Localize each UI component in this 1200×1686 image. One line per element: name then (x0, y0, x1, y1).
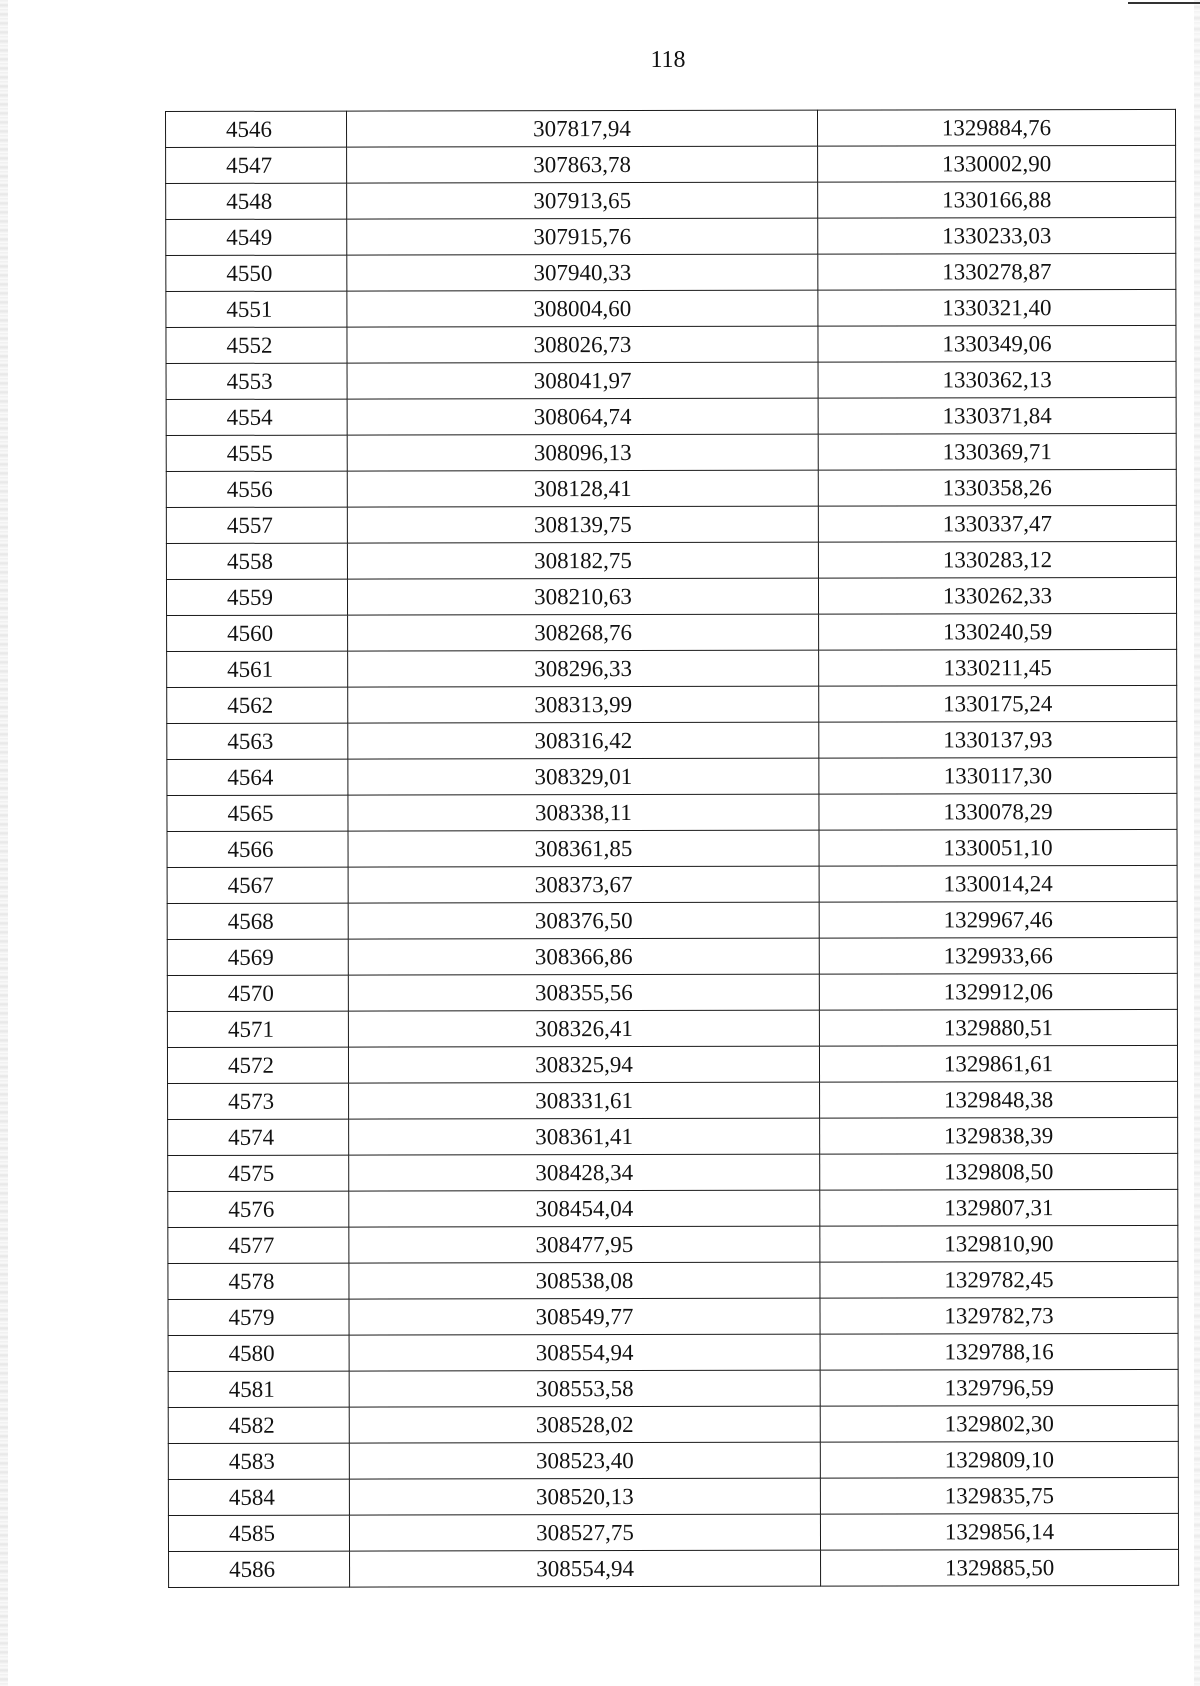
y-coordinate-cell: 1329848,38 (820, 1081, 1178, 1118)
y-coordinate-cell: 1330240,59 (819, 613, 1177, 650)
y-coordinate-cell: 1330137,93 (819, 721, 1177, 758)
point-number-cell: 4567 (167, 867, 348, 903)
table-row (166, 397, 1176, 435)
table-row (166, 469, 1176, 507)
x-coordinate-cell: 308329,01 (348, 758, 819, 795)
x-coordinate-cell: 307940,33 (347, 254, 818, 291)
y-coordinate-cell: 1330362,13 (818, 361, 1176, 398)
table-row (167, 1045, 1177, 1083)
y-coordinate-cell: 1329933,66 (819, 937, 1177, 974)
y-coordinate-cell: 1329885,50 (821, 1549, 1179, 1586)
table-row (167, 973, 1177, 1011)
scan-edge-right (1194, 0, 1200, 1686)
table-row (168, 1405, 1178, 1443)
y-coordinate-cell: 1330283,12 (818, 541, 1176, 578)
point-number-cell: 4582 (168, 1407, 349, 1443)
table-row (168, 1117, 1178, 1155)
y-coordinate-cell: 1329861,61 (819, 1045, 1177, 1082)
table-row (167, 901, 1177, 939)
page-number: 118 (650, 47, 686, 73)
x-coordinate-cell: 308268,76 (348, 614, 819, 651)
table-row (166, 109, 1176, 147)
table-row (166, 361, 1176, 399)
table-row (168, 1477, 1178, 1515)
point-number-cell: 4563 (167, 723, 348, 759)
point-number-cell: 4571 (167, 1011, 348, 1047)
point-number-cell: 4547 (166, 147, 347, 183)
point-number-cell: 4561 (167, 651, 348, 687)
point-number-cell: 4575 (168, 1155, 349, 1191)
table-row (167, 937, 1177, 975)
x-coordinate-cell: 308096,13 (347, 434, 818, 471)
y-coordinate-cell: 1330262,33 (818, 577, 1176, 614)
point-number-cell: 4584 (168, 1479, 349, 1515)
x-coordinate-cell: 308326,41 (348, 1010, 819, 1047)
point-number-cell: 4574 (168, 1119, 349, 1155)
x-coordinate-cell: 308454,04 (349, 1190, 820, 1227)
table-row (169, 1549, 1179, 1587)
x-coordinate-cell: 308139,75 (347, 506, 818, 543)
point-number-cell: 4548 (166, 183, 347, 219)
x-coordinate-cell: 308064,74 (347, 398, 818, 435)
y-coordinate-cell: 1329809,10 (820, 1441, 1178, 1478)
y-coordinate-cell: 1330211,45 (819, 649, 1177, 686)
table-row (166, 541, 1176, 579)
x-coordinate-cell: 308528,02 (349, 1406, 820, 1443)
coordinate-table-body (166, 109, 1179, 1587)
table-row (168, 1225, 1178, 1263)
table-row (167, 757, 1177, 795)
y-coordinate-cell: 1329796,59 (820, 1369, 1178, 1406)
y-coordinate-cell: 1330078,29 (819, 793, 1177, 830)
x-coordinate-cell: 308316,42 (348, 722, 819, 759)
x-coordinate-cell: 307863,78 (347, 146, 818, 183)
y-coordinate-cell: 1329782,45 (820, 1261, 1178, 1298)
y-coordinate-cell: 1329807,31 (820, 1189, 1178, 1226)
table-row (168, 1189, 1178, 1227)
x-coordinate-cell: 307915,76 (347, 218, 818, 255)
point-number-cell: 4546 (166, 111, 347, 147)
x-coordinate-cell: 308331,61 (349, 1082, 820, 1119)
table-row (168, 1081, 1178, 1119)
y-coordinate-cell: 1329967,46 (819, 901, 1177, 938)
point-number-cell: 4570 (167, 975, 348, 1011)
table-row (168, 1441, 1178, 1479)
point-number-cell: 4551 (166, 291, 347, 327)
y-coordinate-cell: 1329810,90 (820, 1225, 1178, 1262)
table-row (167, 649, 1177, 687)
x-coordinate-cell: 308477,95 (349, 1226, 820, 1263)
table-row (168, 1333, 1178, 1371)
x-coordinate-cell: 307817,94 (347, 110, 818, 147)
point-number-cell: 4579 (168, 1299, 349, 1335)
point-number-cell: 4576 (168, 1191, 349, 1227)
point-number-cell: 4560 (167, 615, 348, 651)
table-row (167, 829, 1177, 867)
x-coordinate-cell: 308313,99 (348, 686, 819, 723)
y-coordinate-cell: 1330278,87 (818, 253, 1176, 290)
x-coordinate-cell: 308373,67 (348, 866, 819, 903)
table-row (168, 1297, 1178, 1335)
point-number-cell: 4559 (166, 579, 347, 615)
table-row (167, 865, 1177, 903)
y-coordinate-cell: 1329802,30 (820, 1405, 1178, 1442)
table-row (166, 289, 1176, 327)
table-row (167, 721, 1177, 759)
x-coordinate-cell: 308538,08 (349, 1262, 820, 1299)
x-coordinate-cell: 308554,94 (349, 1334, 820, 1371)
point-number-cell: 4554 (166, 399, 347, 435)
y-coordinate-cell: 1329838,39 (820, 1117, 1178, 1154)
table-row (168, 1153, 1178, 1191)
x-coordinate-cell: 308366,86 (348, 938, 819, 975)
y-coordinate-cell: 1330014,24 (819, 865, 1177, 902)
table-row (166, 505, 1176, 543)
y-coordinate-cell: 1330175,24 (819, 685, 1177, 722)
y-coordinate-cell: 1329788,16 (820, 1333, 1178, 1370)
table-row (166, 577, 1176, 615)
y-coordinate-cell: 1330369,71 (818, 433, 1176, 470)
point-number-cell: 4569 (167, 939, 348, 975)
y-coordinate-cell: 1329912,06 (819, 973, 1177, 1010)
y-coordinate-cell: 1330337,47 (818, 505, 1176, 542)
x-coordinate-cell: 308128,41 (347, 470, 818, 507)
table-row (166, 181, 1176, 219)
y-coordinate-cell: 1329782,73 (820, 1297, 1178, 1334)
x-coordinate-cell: 308338,11 (348, 794, 819, 831)
y-coordinate-cell: 1330166,88 (818, 181, 1176, 218)
table-row (166, 433, 1176, 471)
point-number-cell: 4555 (166, 435, 347, 471)
point-number-cell: 4568 (167, 903, 348, 939)
table-row (166, 145, 1176, 183)
point-number-cell: 4572 (167, 1047, 348, 1083)
table-row (166, 325, 1176, 363)
point-number-cell: 4577 (168, 1227, 349, 1263)
x-coordinate-cell: 308527,75 (349, 1514, 820, 1551)
table-row (167, 613, 1177, 651)
y-coordinate-cell: 1330117,30 (819, 757, 1177, 794)
point-number-cell: 4578 (168, 1263, 349, 1299)
x-coordinate-cell: 308361,41 (349, 1118, 820, 1155)
point-number-cell: 4564 (167, 759, 348, 795)
scan-mark-top (1128, 2, 1200, 4)
y-coordinate-cell: 1330051,10 (819, 829, 1177, 866)
x-coordinate-cell: 308376,50 (348, 902, 819, 939)
y-coordinate-cell: 1329880,51 (819, 1009, 1177, 1046)
x-coordinate-cell: 308296,33 (348, 650, 819, 687)
table-row (168, 1513, 1178, 1551)
point-number-cell: 4562 (167, 687, 348, 723)
y-coordinate-cell: 1329835,75 (820, 1477, 1178, 1514)
y-coordinate-cell: 1330371,84 (818, 397, 1176, 434)
point-number-cell: 4552 (166, 327, 347, 363)
point-number-cell: 4580 (168, 1335, 349, 1371)
table-row (167, 685, 1177, 723)
x-coordinate-cell: 308041,97 (347, 362, 818, 399)
x-coordinate-cell: 308554,94 (350, 1550, 821, 1587)
point-number-cell: 4566 (167, 831, 348, 867)
y-coordinate-cell: 1330233,03 (818, 217, 1176, 254)
x-coordinate-cell: 308026,73 (347, 326, 818, 363)
y-coordinate-cell: 1329884,76 (817, 109, 1175, 146)
x-coordinate-cell: 308361,85 (348, 830, 819, 867)
point-number-cell: 4583 (168, 1443, 349, 1479)
point-number-cell: 4565 (167, 795, 348, 831)
point-number-cell: 4553 (166, 363, 347, 399)
x-coordinate-cell: 308520,13 (349, 1478, 820, 1515)
scan-edge-left (0, 0, 8, 1686)
point-number-cell: 4573 (168, 1083, 349, 1119)
point-number-cell: 4550 (166, 255, 347, 291)
coordinate-table (165, 109, 1179, 1588)
y-coordinate-cell: 1330002,90 (818, 145, 1176, 182)
table-row (166, 217, 1176, 255)
x-coordinate-cell: 308355,56 (348, 974, 819, 1011)
x-coordinate-cell: 308210,63 (347, 578, 818, 615)
y-coordinate-cell: 1330349,06 (818, 325, 1176, 362)
point-number-cell: 4586 (169, 1551, 350, 1587)
table-row (167, 793, 1177, 831)
table-row (168, 1261, 1178, 1299)
y-coordinate-cell: 1330321,40 (818, 289, 1176, 326)
table-row (166, 253, 1176, 291)
x-coordinate-cell: 308428,34 (349, 1154, 820, 1191)
x-coordinate-cell: 307913,65 (347, 182, 818, 219)
x-coordinate-cell: 308325,94 (348, 1046, 819, 1083)
y-coordinate-cell: 1329808,50 (820, 1153, 1178, 1190)
point-number-cell: 4581 (168, 1371, 349, 1407)
y-coordinate-cell: 1330358,26 (818, 469, 1176, 506)
point-number-cell: 4585 (168, 1515, 349, 1551)
x-coordinate-cell: 308553,58 (349, 1370, 820, 1407)
x-coordinate-cell: 308182,75 (347, 542, 818, 579)
table-row (168, 1369, 1178, 1407)
table-row (167, 1009, 1177, 1047)
x-coordinate-cell: 308523,40 (349, 1442, 820, 1479)
point-number-cell: 4549 (166, 219, 347, 255)
point-number-cell: 4558 (166, 543, 347, 579)
point-number-cell: 4557 (166, 507, 347, 543)
x-coordinate-cell: 308549,77 (349, 1298, 820, 1335)
y-coordinate-cell: 1329856,14 (820, 1513, 1178, 1550)
point-number-cell: 4556 (166, 471, 347, 507)
x-coordinate-cell: 308004,60 (347, 290, 818, 327)
